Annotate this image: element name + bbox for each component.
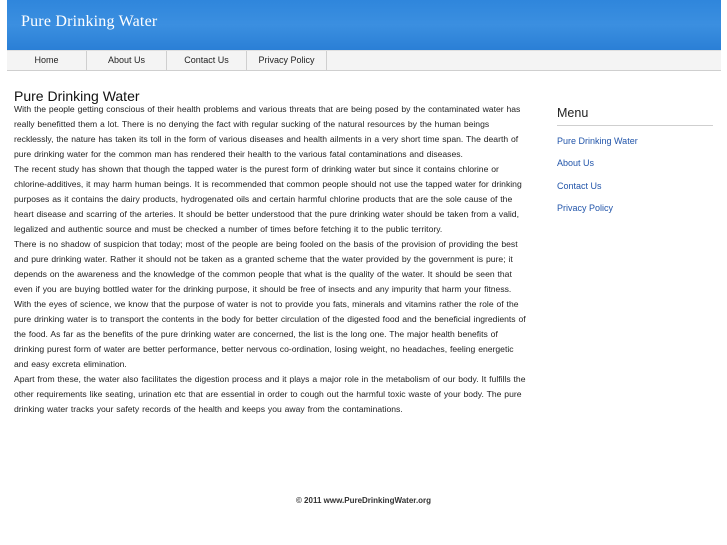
nav-item-about-us[interactable]: About Us [87, 51, 167, 70]
paragraph: There is no shadow of suspicion that today; most of the people are being fooled on the basis of the provision of providing the best and pure drinking water. Rather it should not be taken as a granted scheme that the water provided by the government is pure; it depends on the awareness and the knowledge of the common people that what is the quality of the water. It should be seen that even if you are buying bottled water for the drinking purpose, it should be free of insects and any impurity that harm your fitness. [14, 239, 518, 294]
nav-item-privacy-policy[interactable]: Privacy Policy [247, 51, 327, 70]
sidebar-divider [557, 125, 713, 126]
nav-item-home[interactable]: Home [7, 51, 87, 70]
article-body [14, 102, 530, 417]
nav-item-contact-us[interactable]: Contact Us [167, 51, 247, 70]
site-header [7, 0, 721, 50]
sidebar-link-privacy-policy[interactable]: Privacy Policy [557, 203, 614, 213]
page-title: Pure Drinking Water [14, 88, 140, 104]
sidebar-link-about-us[interactable]: About Us [557, 158, 595, 168]
paragraph: With the people getting conscious of their health problems and various threats that are being posed by the contaminated water has really benefitted them a lot. There is no denying the fact with regular sucking of the natural resources by the human beings recklessly, the nature has taken its toll in the form of various diseases and health ailments in a very short time span. The dearth of pure drinking water for the common man has rendered their health to the various fatal contaminations and diseases. [14, 104, 521, 159]
sidebar-link-pure-drinking-water[interactable]: Pure Drinking Water [557, 136, 638, 146]
sidebar-link-contact-us[interactable]: Contact Us [557, 181, 602, 191]
paragraph: Apart from these, the water also facilitates the digestion process and it plays a major role in the metabolism of our body. It fulfills the other requirements like seating, urination etc that are essential in order to cough out the harmful toxic waste of your body. The pure drinking water tracks your safety records of the health and keeps you away from the contaminations. [14, 374, 526, 414]
footer-copyright: © 2011 www.PureDrinkingWater.org [295, 496, 432, 505]
sidebar-title: Menu [557, 106, 589, 120]
paragraph: The recent study has shown that though the tapped water is the purest form of drinking water but since it contains chlorine or chlorine-additives, it may harm human beings. It is recommended that common people should not use the tapped water for drinking purposes as it contains the dairy products, hydrogenated oils and certain harmful chlorine products that are the sole cause of the heart disease and scarring of the arteries. It should be better understood that the pure drinking water should be taken from a valid, legalized and authentic source and must be checked a number of times before fetching it to the public territory. [14, 164, 522, 234]
paragraph: With the eyes of science, we know that the purpose of water is not to provide you fats, minerals and vitamins rather the role of the pure drinking water is to transport the contents in the body for better circulation of the digested food and the beneficial ingredients of the food. As far as the benefits of the pure drinking water are concerned, the list is the long one. The major health benefits of drinking purest form of water are better performance, better nervous co-ordination, losing weight, no headaches, feeling energetic and easy excreta elimination. [14, 299, 526, 369]
site-title[interactable]: Pure Drinking Water [21, 13, 158, 30]
top-nav [7, 50, 721, 71]
